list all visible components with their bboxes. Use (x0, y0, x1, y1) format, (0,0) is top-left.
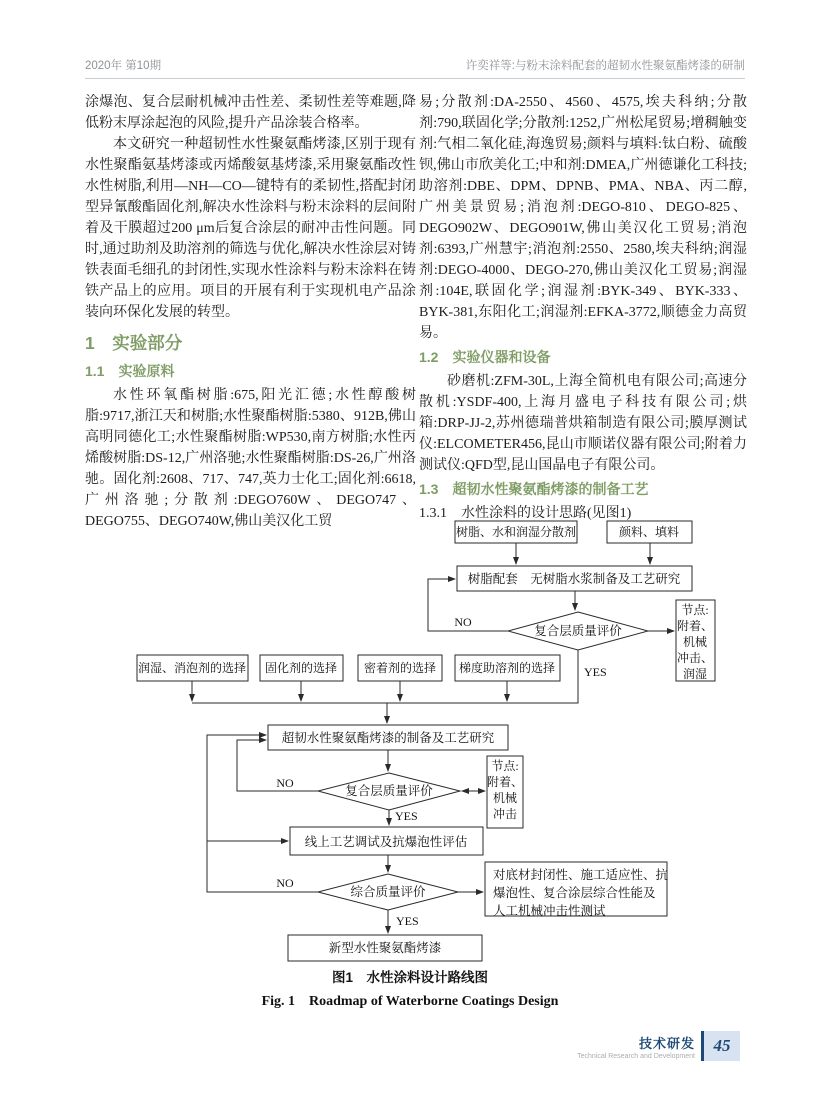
section-heading-1-3: 1.3 超韧水性聚氨酯烤漆的制备工艺 (419, 481, 649, 497)
paragraph-continuation: 涂爆泡、复合层耐机械冲击性差、柔韧性差等难题,降低粉末厚涂起泡的风险,提升产品涂装合格率。 (85, 95, 416, 131)
node-label: 密着剂的选择 (363, 661, 437, 675)
node-label: 颜料、填料 (618, 525, 680, 539)
flow-node-select-curing (260, 655, 343, 681)
node-label: 超韧水性聚氨酯烤漆的制备及工艺研究 (281, 731, 495, 745)
node-line: 节点: (681, 603, 709, 617)
design-roadmap-flowchart (85, 513, 735, 965)
footer-section (577, 1031, 695, 1060)
node-label: 新型水性聚氨酯烤漆 (328, 941, 442, 955)
node-label: 树脂、水和润湿分散剂 (455, 525, 577, 539)
figure-caption (85, 966, 735, 1010)
node-line: 人工机械冲击性测试 (493, 904, 606, 918)
flow-decision-composite-quality-2 (318, 773, 460, 810)
page-footer (0, 1031, 740, 1061)
node-label: 梯度助溶剂的选择 (458, 661, 556, 675)
flow-node-checkpoint-2 (487, 756, 523, 828)
branch-label-no-1: NO (454, 615, 472, 629)
node-label: 固化剂的选择 (264, 661, 338, 675)
figure-caption-cn: 图1 水性涂料设计路线图 (331, 970, 488, 985)
branch-label-yes-3: YES (396, 914, 419, 928)
node-line: 附着、 (486, 775, 524, 789)
flow-node-select-wetting (137, 655, 248, 681)
branch-label-no-2: NO (276, 776, 294, 790)
flow-decision-overall-quality (318, 874, 458, 910)
footer-section-subtitle: Technical Research and Development (577, 1053, 695, 1060)
node-label: 线上工艺调试及抗爆泡性评估 (304, 835, 468, 849)
paragraph-materials-continued: 易;分散剂:DA-2550、4560、4575,埃夫科纳;分散剂:790,联固化学;分散剂:1252,广州松尾贸易;增稠触变剂:气相二氧化硅,海逸贸易;颜料与填料:钛白粉、硫酸钡,佛山市欣美化工;中和剂:DMEA,广州德谦化工科技;助溶剂:DBE、DPM、DPNB、PMA、NBA、丙二醇,广州美景贸易;消泡剂:DEGO-810、DEGO-825、DEGO902W、DEGO901W,佛山美汉化工贸易;消泡剂:6393,广州慧宇;消泡剂:2550、2580,埃夫科纳;润湿剂:DEGO-4000、DEGO-270,佛山美汉化工贸易;润湿剂:104E,联固化学;润湿剂:BYK-349、BYK-333、BYK-381,东阳化工;润湿剂:EFKA-3772,顺德金力高贸易。 (419, 95, 747, 341)
node-label: 树脂配套 无树脂水浆制备及工艺研究 (467, 572, 681, 586)
left-column (85, 92, 416, 532)
flow-node-checkpoint-1 (676, 600, 715, 681)
flow-node-performance-tests (485, 862, 669, 918)
node-line: 对底材封闭性、施工适应性、抗 (493, 868, 669, 882)
paragraph-materials: 水性环氧酯树脂:675,阳光汇德;水性醇酸树脂:9717,浙江天和树脂;水性聚酯树脂:5380、912B,佛山高明同德化工;水性聚酯树脂:WP530,南方树脂;水性丙烯酸树脂:DS-12,广州洛驰;水性聚酯树脂:DS-26,广州洛驰。固化剂:2608、717、747,英力士化工;固化剂:6618,广州洛驰;分散剂:DEGO760W、DEGO747、DEGO755、DEGO740W,佛山美汉化工贸 (85, 388, 416, 529)
right-column (419, 92, 747, 524)
branch-label-yes-2: YES (395, 809, 418, 823)
node-label: 复合层质量评价 (345, 784, 433, 798)
page-number: 45 (713, 1036, 731, 1055)
node-line: 节点: (491, 759, 519, 773)
flow-node-process-preparation (268, 725, 508, 750)
paragraph-instruments: 砂磨机:ZFM-30L,上海全简机电有限公司;高速分散机:YSDF-400,上海月盛电子科技有限公司;烘箱:DRP-JJ-2,苏州德瑞普烘箱制造有限公司;膜厚测试仪:ELCOMETER456,昆山市顺诺仪器有限公司;附着力测试仪:QFD型,昆山国晶电子有限公司。 (419, 374, 747, 473)
flow-node-final-product (288, 935, 482, 961)
node-label: 润湿、消泡剂的选择 (137, 661, 247, 675)
section-heading-1: 1 实验部分 (85, 333, 183, 353)
figure-caption-en: Fig. 1 Roadmap of Waterborne Coatings Design (261, 994, 559, 1009)
flow-node-select-cosolvent (455, 655, 560, 681)
flow-node-input-pigment (607, 521, 692, 543)
section-heading-1-3-1: 1.3.1 水性涂料的设计思路(见图1) (419, 506, 632, 521)
node-line: 冲击、 (676, 651, 714, 665)
node-line: 冲击 (492, 807, 518, 821)
footer-section-title: 技术研发 (638, 1036, 695, 1051)
flow-decision-composite-quality-1 (508, 612, 648, 650)
flow-node-select-adhesion (358, 655, 442, 681)
node-line: 爆泡性、复合涂层综合性能及 (493, 886, 656, 900)
header-issue: 2020年 第10期 (85, 60, 162, 72)
section-heading-1-1: 1.1 实验原料 (85, 363, 175, 379)
flow-node-input-resin (455, 521, 577, 543)
node-line: 机械 (682, 635, 708, 649)
paragraph-intro: 本文研究一种超韧性水性聚氨酯烤漆,区别于现有水性聚酯氨基烤漆或丙烯酸氨基烤漆,采用聚氨酯改性水性树脂,利用—NH—CO—键特有的柔韧性,搭配封闭型异氰酸酯固化剂,解决水性涂料与粉末涂料的层间附着及干膜超过200 μm后复合涂层的耐冲击性问题。同时,通过助剂及助溶剂的筛选与优化,解决水性涂层对铸铁表面毛细孔的封闭性,实现水性涂料与粉末涂料在铸铁产品上的应用。项目的开展有利于实现机电产品涂装向环保化发展的转型。 (85, 137, 416, 320)
branch-label-no-3: NO (276, 876, 294, 890)
header-running-title: 许奕祥等:与粉末涂料配套的超韧水性聚氨酯烤漆的研制 (465, 60, 745, 72)
branch-label-yes-1: YES (584, 665, 607, 679)
page-header (85, 57, 745, 79)
node-label: 复合层质量评价 (534, 624, 622, 638)
node-line: 附着、 (676, 619, 714, 633)
node-line: 润湿 (682, 667, 708, 681)
flow-node-process-online-test (290, 827, 483, 855)
section-heading-1-2: 1.2 实验仪器和设备 (419, 349, 551, 365)
node-label: 综合质量评价 (350, 885, 426, 899)
page-number-box (701, 1031, 740, 1061)
flow-node-process-slurry (457, 566, 692, 591)
node-line: 机械 (492, 791, 518, 805)
